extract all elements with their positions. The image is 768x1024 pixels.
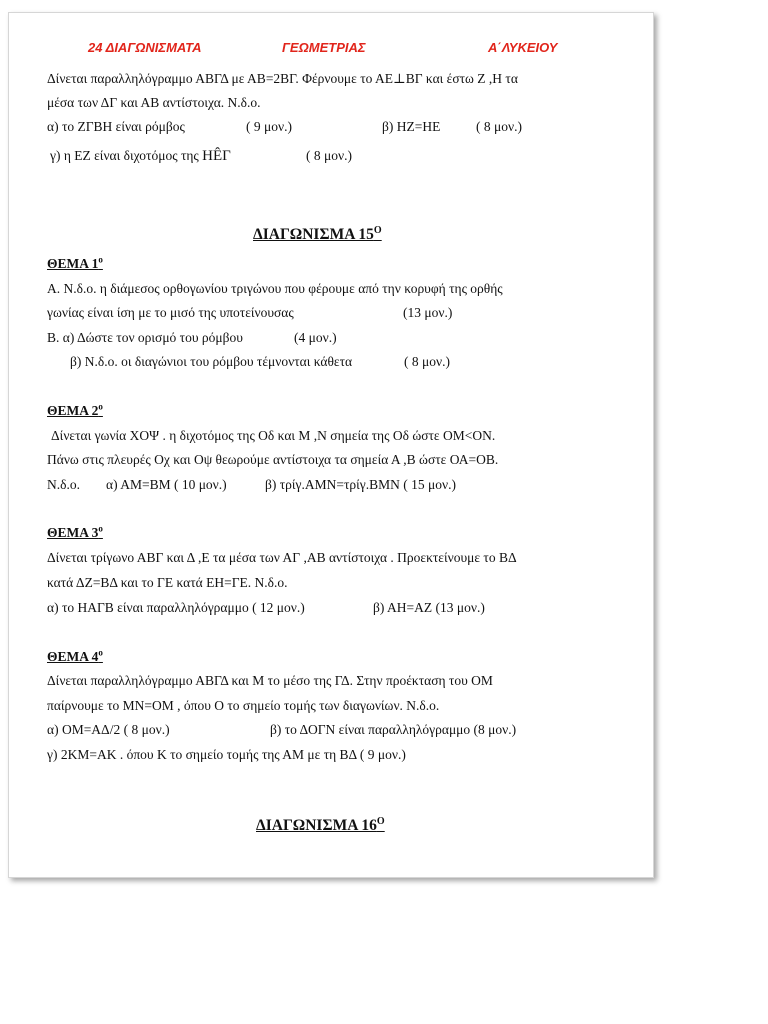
theme-4-title bbox=[47, 649, 103, 665]
theme-1-b-b-points: ( 8 μον.) bbox=[404, 354, 450, 369]
intro-part-c-text: γ) η ΕΖ είναι διχοτόμος της bbox=[50, 148, 199, 163]
theme-4-title-text: ΘΕΜΑ 4 bbox=[47, 649, 99, 664]
theme-4-part-a: α) ΟΜ=ΑΔ/2 ( 8 μον.) bbox=[47, 722, 170, 737]
theme-2-line-1: Δίνεται γωνία ΧΟΨ . η διχοτόμος της Οδ και Μ ,Ν σημεία της Οδ ώστε ΟΜ<ΟΝ. bbox=[51, 428, 496, 443]
theme-3-title-text: ΘΕΜΑ 3 bbox=[47, 525, 99, 540]
theme-3-line-1: Δίνεται τρίγωνο ΑΒΓ και Δ ,Ε τα μέσα των ΑΓ ,ΑΒ αντίστοιχα . Προεκτείνουμε το ΒΔ bbox=[47, 550, 517, 565]
theme-3-title-sup: ο bbox=[98, 523, 103, 534]
theme-4-title-sup: ο bbox=[98, 647, 103, 658]
theme-3-title bbox=[47, 525, 103, 541]
exam-15-title-text: ΔΙΑΓΩΝΙΣΜΑ 15 bbox=[253, 226, 374, 243]
header-grade: Α΄ΛΥΚΕΙΟΥ bbox=[488, 40, 558, 55]
theme-4-part-b: β) το ΔΟΓΝ είναι παραλληλόγραμμο (8 μον.) bbox=[270, 722, 517, 737]
exam-16-title-sup: Ο bbox=[376, 815, 385, 827]
intro-part-b-points: ( 8 μον.) bbox=[476, 119, 522, 134]
theme-1-a-line-1: Α. Ν.δ.ο. η διάμεσος ορθογωνίου τριγώνου που φέρουμε από την κορυφή της ορθής bbox=[47, 281, 503, 296]
intro-part-c bbox=[50, 148, 231, 164]
document-page bbox=[8, 12, 654, 878]
intro-part-a-points: ( 9 μον.) bbox=[246, 119, 292, 134]
header-subject: ΓΕΩΜΕΤΡΙΑΣ bbox=[282, 40, 366, 55]
intro-part-c-points: ( 8 μον.) bbox=[306, 148, 352, 163]
header-series: 24 ΔΙΑΓΩΝΙΣΜΑΤΑ bbox=[88, 40, 202, 55]
exam-16-title-text: ΔΙΑΓΩΝΙΣΜΑ 16 bbox=[256, 817, 377, 834]
theme-2-part-a: α) ΑΜ=ΒΜ ( 10 μον.) bbox=[106, 477, 227, 492]
theme-3-part-a: α) το ΗΑΓΒ είναι παραλληλόγραμμο ( 12 μον.) bbox=[47, 600, 305, 615]
theme-1-title-text: ΘΕΜΑ 1 bbox=[47, 256, 99, 271]
intro-line-2: μέσα των ΔΓ και ΑΒ αντίστοιχα. Ν.δ.ο. bbox=[47, 95, 261, 110]
theme-1-a-points: (13 μον.) bbox=[403, 305, 453, 320]
intro-line-1: Δίνεται παραλληλόγραμμο ΑΒΓΔ με ΑΒ=2ΒΓ. Φέρνουμε το ΑΕ⊥ΒΓ και έστω Ζ ,Η τα bbox=[47, 71, 518, 86]
theme-4-line-1: Δίνεται παραλληλόγραμμο ΑΒΓΔ και Μ το μέσο της ΓΔ. Στην προέκταση του ΟΜ bbox=[47, 673, 493, 688]
theme-1-b-a: Β. α) Δώστε τον ορισμό του ρόμβου bbox=[47, 330, 243, 345]
theme-1-b-b: β) Ν.δ.ο. οι διαγώνιοι του ρόμβου τέμνονται κάθετα bbox=[70, 354, 353, 369]
theme-2-line-2: Πάνω στις πλευρές Οχ και Οψ θεωρούμε αντίστοιχα τα σημεία Α ,Β ώστε ΟΑ=ΟΒ. bbox=[47, 452, 499, 467]
theme-1-b-a-points: (4 μον.) bbox=[294, 330, 337, 345]
exam-16-title bbox=[256, 815, 385, 834]
intro-part-b: β) ΗΖ=ΗΕ bbox=[382, 119, 441, 134]
intro-part-a: α) το ΖΓΒΗ είναι ρόμβος bbox=[47, 119, 185, 134]
theme-2-title-sup: ο bbox=[98, 401, 103, 412]
theme-3-line-2: κατά ΔΖ=ΒΔ και το ΓΕ κατά ΕΗ=ΓΕ. Ν.δ.ο. bbox=[47, 575, 288, 590]
theme-2-line-3-prefix: Ν.δ.ο. bbox=[47, 477, 80, 492]
theme-4-line-2: παίρνουμε το ΜΝ=ΟΜ , όπου Ο το σημείο τομής των διαγωνίων. Ν.δ.ο. bbox=[47, 698, 440, 713]
theme-2-title-text: ΘΕΜΑ 2 bbox=[47, 403, 99, 418]
theme-2-title bbox=[47, 403, 103, 419]
theme-3-part-b: β) ΑΗ=ΑΖ (13 μον.) bbox=[373, 600, 485, 615]
theme-1-title bbox=[47, 256, 103, 272]
exam-15-title bbox=[253, 224, 382, 243]
theme-4-part-c: γ) 2ΚΜ=ΑΚ . όπου Κ το σημείο τομής της ΑΜ με τη ΒΔ ( 9 μον.) bbox=[47, 747, 406, 762]
exam-15-title-sup: Ο bbox=[373, 224, 382, 236]
intro-part-c-angle: ΗÊΓ bbox=[202, 148, 231, 164]
theme-1-a-line-2: γωνίας είναι ίση με το μισό της υποτείνουσας bbox=[47, 305, 294, 320]
theme-2-part-b: β) τρίγ.ΑΜΝ=τρίγ.ΒΜΝ ( 15 μον.) bbox=[265, 477, 456, 492]
theme-1-title-sup: ο bbox=[98, 254, 103, 265]
